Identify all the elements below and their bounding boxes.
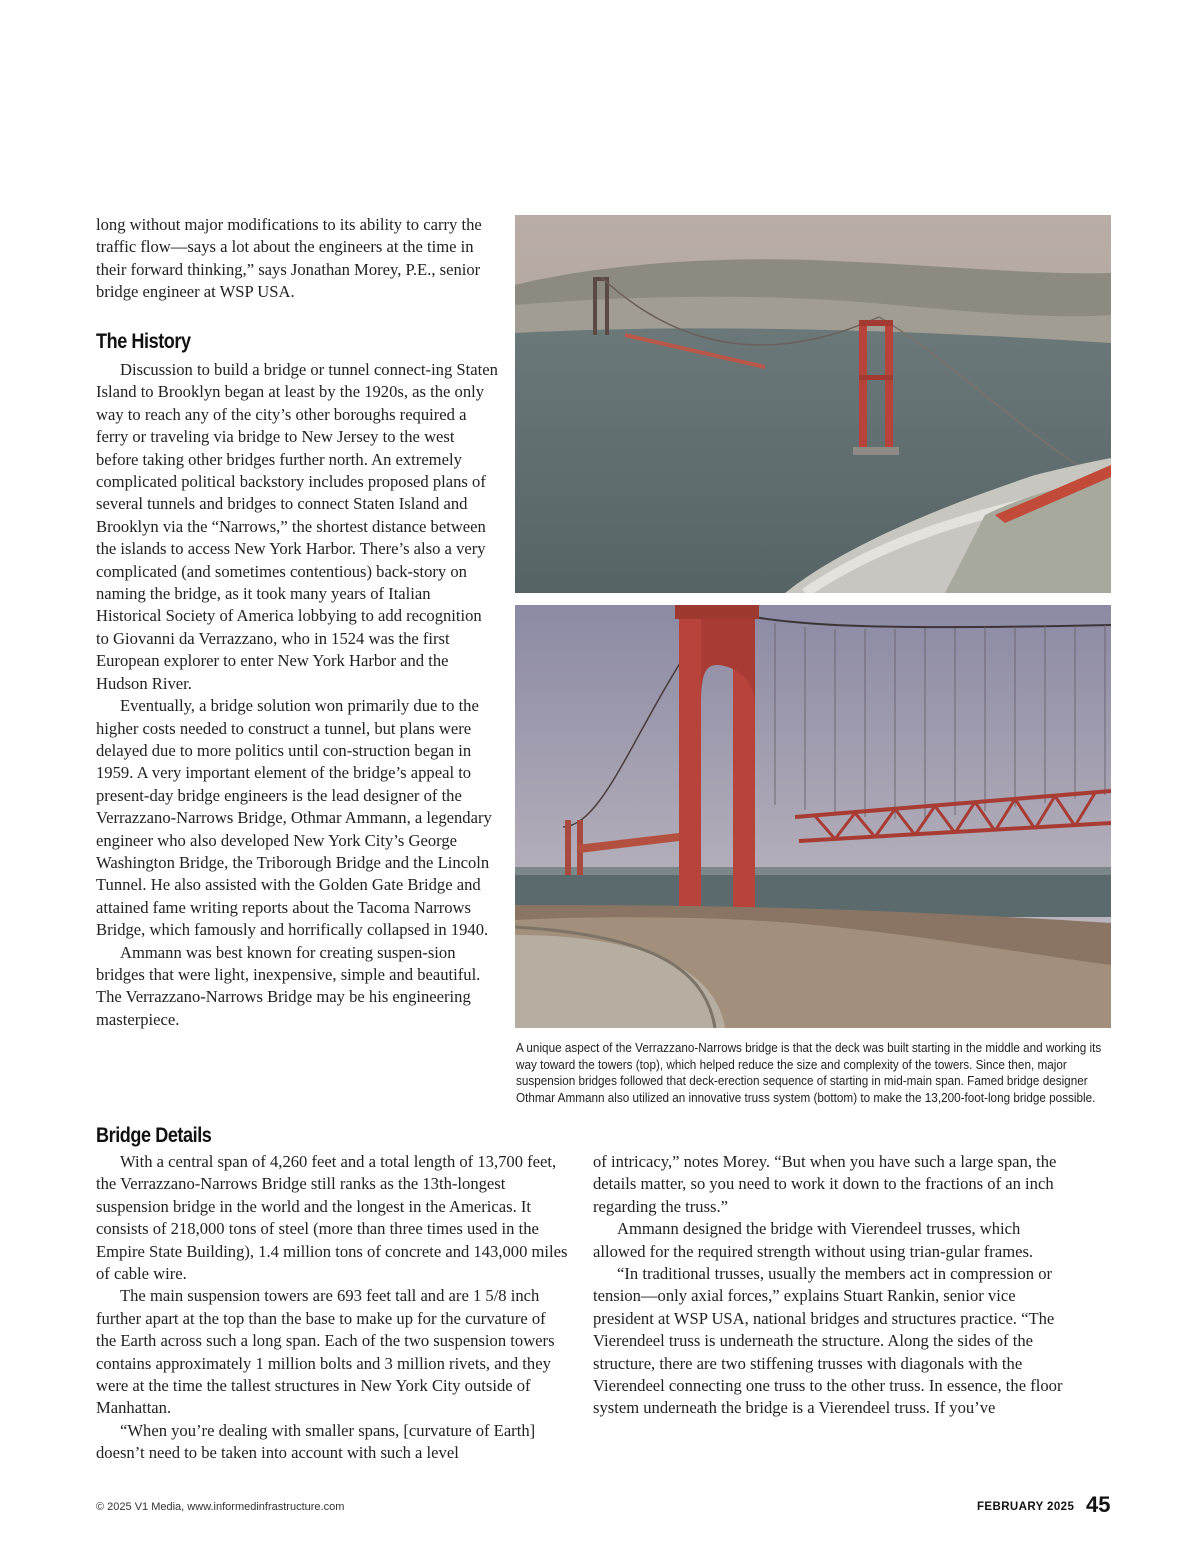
history-heading: The History: [96, 330, 191, 353]
details-paragraph: With a central span of 4,260 feet and a total length of 13,700 feet, the Verrazzano-Narrows Bridge still ranks as the 13th-longest suspension bridge in the world and the longest in the Americas. It consists of 218,000 tons of steel (more than three times used in the Empire State Building), 1.4 million tons of concrete and 143,000 miles of cable wire.: [96, 1152, 568, 1284]
page-number: 45: [1086, 1492, 1111, 1517]
history-paragraph: Ammann was best known for creating suspen-sion bridges that were light, inexpensive, simple and beautiful. The Verrazzano-Narrows Bridge may be his engineering masterpiece.: [96, 942, 481, 1029]
details-paragraph: “When you’re dealing with smaller spans, [curvature of Earth] doesn’t need to be taken into account with such a level: [96, 1420, 536, 1463]
aerial-bridge-illustration: [515, 215, 1111, 593]
footer-issue-date: FEBRUARY 2025: [977, 1501, 1075, 1513]
aerial-bridge-photo: [515, 215, 1111, 593]
photo-caption: A unique aspect of the Verrazzano-Narrows bridge is that the deck was built starting in the middle and working its way toward the towers (top), which helped reduce the size and complexity of the towers. Since then, major suspension bridges followed that deck-erection sequence of starting in mid-main span. Famed bridge designer Othmar Ammann also utilized an innovative truss system (bottom) to make the 13,200-foot-long bridge possible.: [516, 1041, 1102, 1105]
details-paragraph: of intricacy,” notes Morey. “But when you have such a large span, the details matter, so you need to work it down to the fractions of an inch regarding the truss.”: [593, 1152, 1057, 1216]
details-paragraph: “In traditional trusses, usually the members act in compression or tension—only axial forces,” explains Stuart Rankin, senior vice president at WSP USA, national bridges and structures practice. “The Vierendeel truss is underneath the structure. Along the sides of the structure, there are two stiffening trusses with diagonals with the Vierendeel connecting one truss to the other truss. In essence, the floor system underneath the bridge is a Vierendeel truss. If you’ve: [593, 1264, 1063, 1418]
truss-construction-photo: [515, 605, 1111, 1028]
intro-paragraph: [96, 214, 498, 304]
footer-copyright: © 2025 V1 Media, www.informedinfrastructure.com: [96, 1501, 345, 1513]
details-paragraph: The main suspension towers are 693 feet tall and are 1 5/8 inch further apart at the top than the base to make up for the curvature of the Earth across such a long span. Each of the two suspension towers contains approximately 1 million bolts and 3 million rivets, and they were at the time the tallest structures in New York City outside of Manhattan.: [96, 1286, 555, 1418]
bridge-details-body-left: [96, 1151, 570, 1465]
history-body: [96, 359, 498, 1031]
details-paragraph: Ammann designed the bridge with Vierendeel trusses, which allowed for the required strength without using trian-gular frames.: [593, 1219, 1034, 1261]
intro-text: long without major modifications to its ability to carry the traffic flow—says a lot about the engineers at the time in their forward thinking,” says Jonathan Morey, P.E., senior bridge engineer at WSP USA.: [96, 215, 482, 302]
history-paragraph: Discussion to build a bridge or tunnel connect-ing Staten Island to Brooklyn began at least by the 1920s, as the only way to reach any of the city’s other boroughs required a ferry or traveling via bridge to New Jersey to the west before taking other bridges further north. An extremely complicated political backstory includes proposed plans of several tunnels and bridges to connect Staten Island and Brooklyn via the “Narrows,” the shortest distance between the islands to access New York Harbor. There’s also a very complicated (and sometimes contentious) back-story on naming the bridge, as it took many years of Italian Historical Society of America lobbying to add recognition to Giovanni da Verrazzano, who in 1524 was the first European explorer to enter New York Harbor and the Hudson River.: [96, 360, 498, 693]
bridge-details-body-right: [593, 1151, 1063, 1420]
bridge-details-heading: Bridge Details: [96, 1124, 212, 1147]
history-paragraph: Eventually, a bridge solution won primarily due to the higher costs needed to construct a tunnel, but plans were delayed due to more politics until con-struction began in 1959. A very important element of the bridge’s appeal to present-day bridge engineers is the lead designer of the Verrazzano-Narrows Bridge, Othmar Ammann, a legendary engineer who also developed New York City’s George Washington Bridge, the Triborough Bridge and the Lincoln Tunnel. He also assisted with the Golden Gate Bridge and attained fame writing reports about the Tacoma Narrows Bridge, which famously and horrifically collapsed in 1940.: [96, 696, 492, 940]
truss-construction-illustration: [515, 605, 1111, 1028]
